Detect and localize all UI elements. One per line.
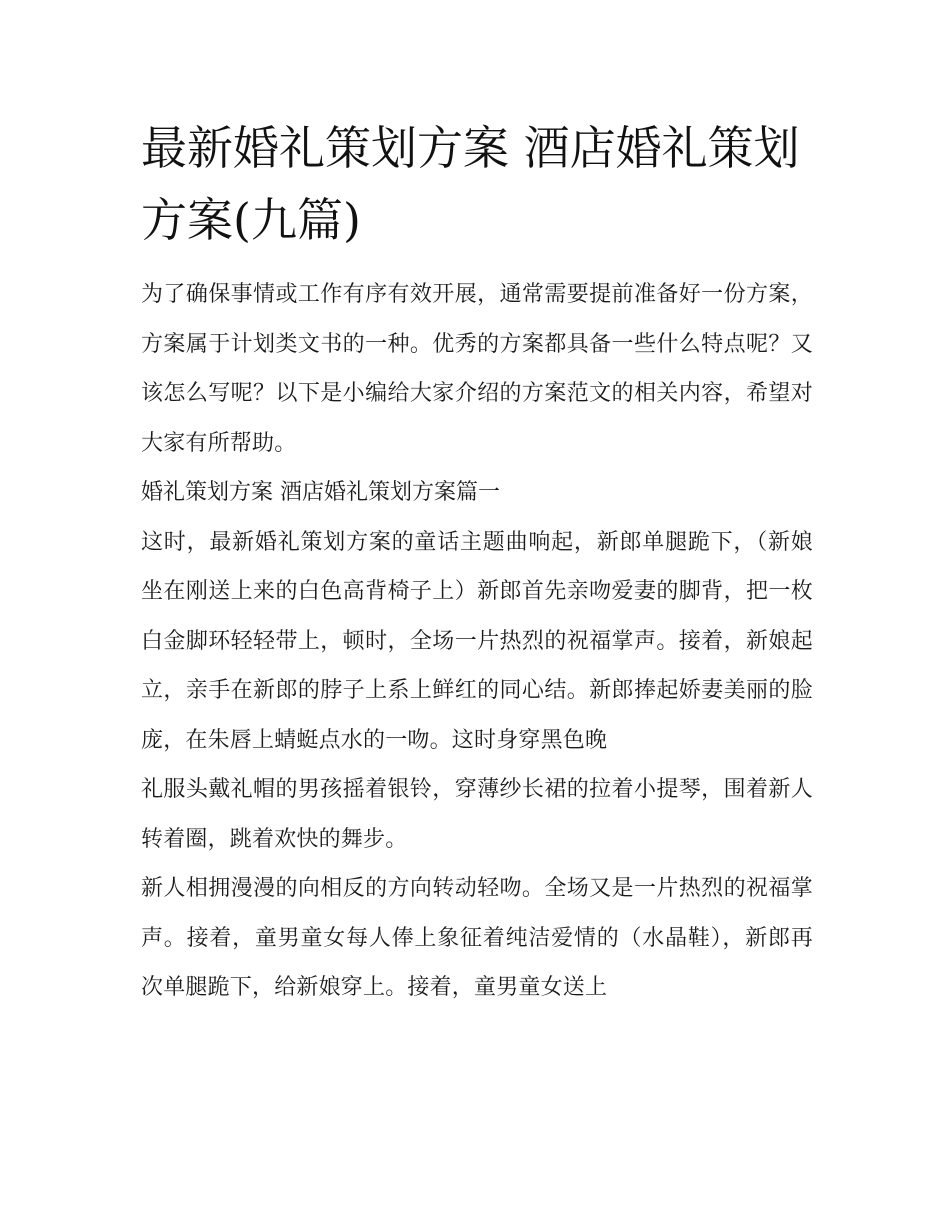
section-heading: 婚礼策划方案 酒店婚礼策划方案篇一 (141, 480, 500, 505)
document-page (141, 112, 813, 1013)
body-paragraph: 礼服头戴礼帽的男孩摇着银铃，穿薄纱长裙的拉着小提琴，围着新人转着圈，跳着欢快的舞步。 (141, 777, 813, 852)
document-title: 最新婚礼策划方案 酒店婚礼策划方案(九篇) (141, 121, 800, 247)
body-paragraph: 这时，最新婚礼策划方案的童话主题曲响起，新郎单腿跪下，（新娘坐在刚送上来的白色高背椅子上）新郎首先亲吻爱妻的脚背，把一枚白金脚环轻轻带上，顿时，全场一片热烈的祝福掌声。接着，新娘起立，亲手在新郎的脖子上系上鲜红的同心结。新郎捧起娇妻美丽的脸庞，在朱唇上蜻蜓点水的一吻。这时身穿黑色晚 (141, 529, 813, 753)
body-paragraph: 新人相拥漫漫的向相反的方向转动轻吻。全场又是一片热烈的祝福掌声。接着，童男童女每人俸上象征着纯洁爱情的（水晶鞋），新郎再次单腿跪下，给新娘穿上。接着，童男童女送上 (141, 876, 813, 1000)
intro-paragraph: 为了确保事情或工作有序有效开展，通常需要提前准备好一份方案，方案属于计划类文书的一种。优秀的方案都具备一些什么特点呢？又该怎么写呢？以下是小编给大家介绍的方案范文的相关内容，希望对大家有所帮助。 (141, 282, 813, 456)
